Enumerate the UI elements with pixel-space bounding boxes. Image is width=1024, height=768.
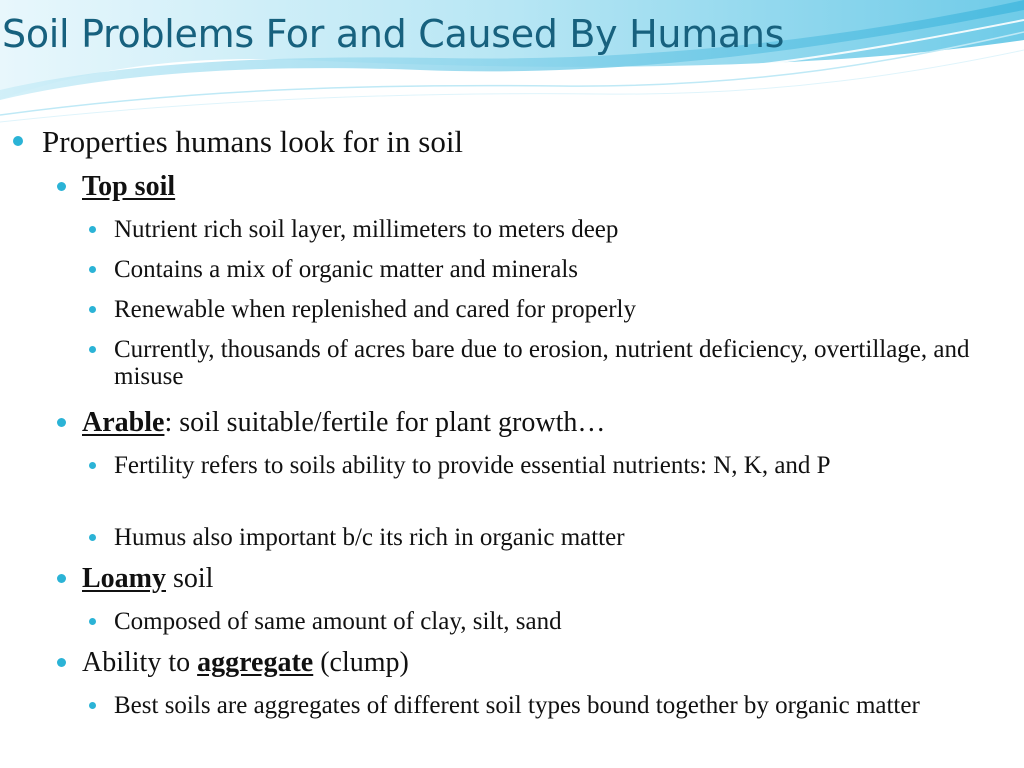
list-item: Fertility refers to soils ability to provide essential nutrients: N, K, and P [114,452,1014,479]
list-item: Humus also important b/c its rich in organic matter [114,524,1014,551]
bullet-topsoil [82,172,175,202]
list-item: Contains a mix of organic matter and minerals [114,256,1014,283]
bullet-properties: Properties humans look for in soil [42,125,463,158]
list-item: Renewable when replenished and cared for properly [114,296,1014,323]
list-item: Composed of same amount of clay, silt, sand [114,608,1014,635]
slide-title: Soil Problems For and Caused By Humans [2,12,785,56]
bullet-dot-icon [13,136,23,146]
bullet-dot-icon [57,574,66,583]
term-topsoil: Top soil [82,171,176,202]
bullet-dot-icon [89,306,96,313]
bullet-dot-icon [57,182,66,191]
bullet-dot-icon [89,226,96,233]
list-item: Currently, thousands of acres bare due to erosion, nutrient deficiency, overtillage, and misuse [114,336,1014,390]
term-loamy: Loamy [82,563,166,594]
bullet-dot-icon [89,618,96,625]
bullet-dot-icon [89,462,96,469]
term-aggregate: aggregate [197,647,314,678]
term-arable: Arable [82,407,165,438]
bullet-dot-icon [89,534,96,541]
bullet-dot-icon [57,658,66,667]
bullet-dot-icon [89,346,96,353]
bullet-loamy: Loamy soil [82,564,213,594]
bullet-arable: Arable: soil suitable/fertile for plant growth… [82,408,605,438]
list-item: Nutrient rich soil layer, millimeters to meters deep [114,216,1014,243]
bullet-dot-icon [89,702,96,709]
list-item: Best soils are aggregates of different soil types bound together by organic matter [114,692,1014,719]
bullet-dot-icon [89,266,96,273]
bullet-aggregate: Ability to aggregate (clump) [82,648,409,678]
bullet-dot-icon [57,418,66,427]
